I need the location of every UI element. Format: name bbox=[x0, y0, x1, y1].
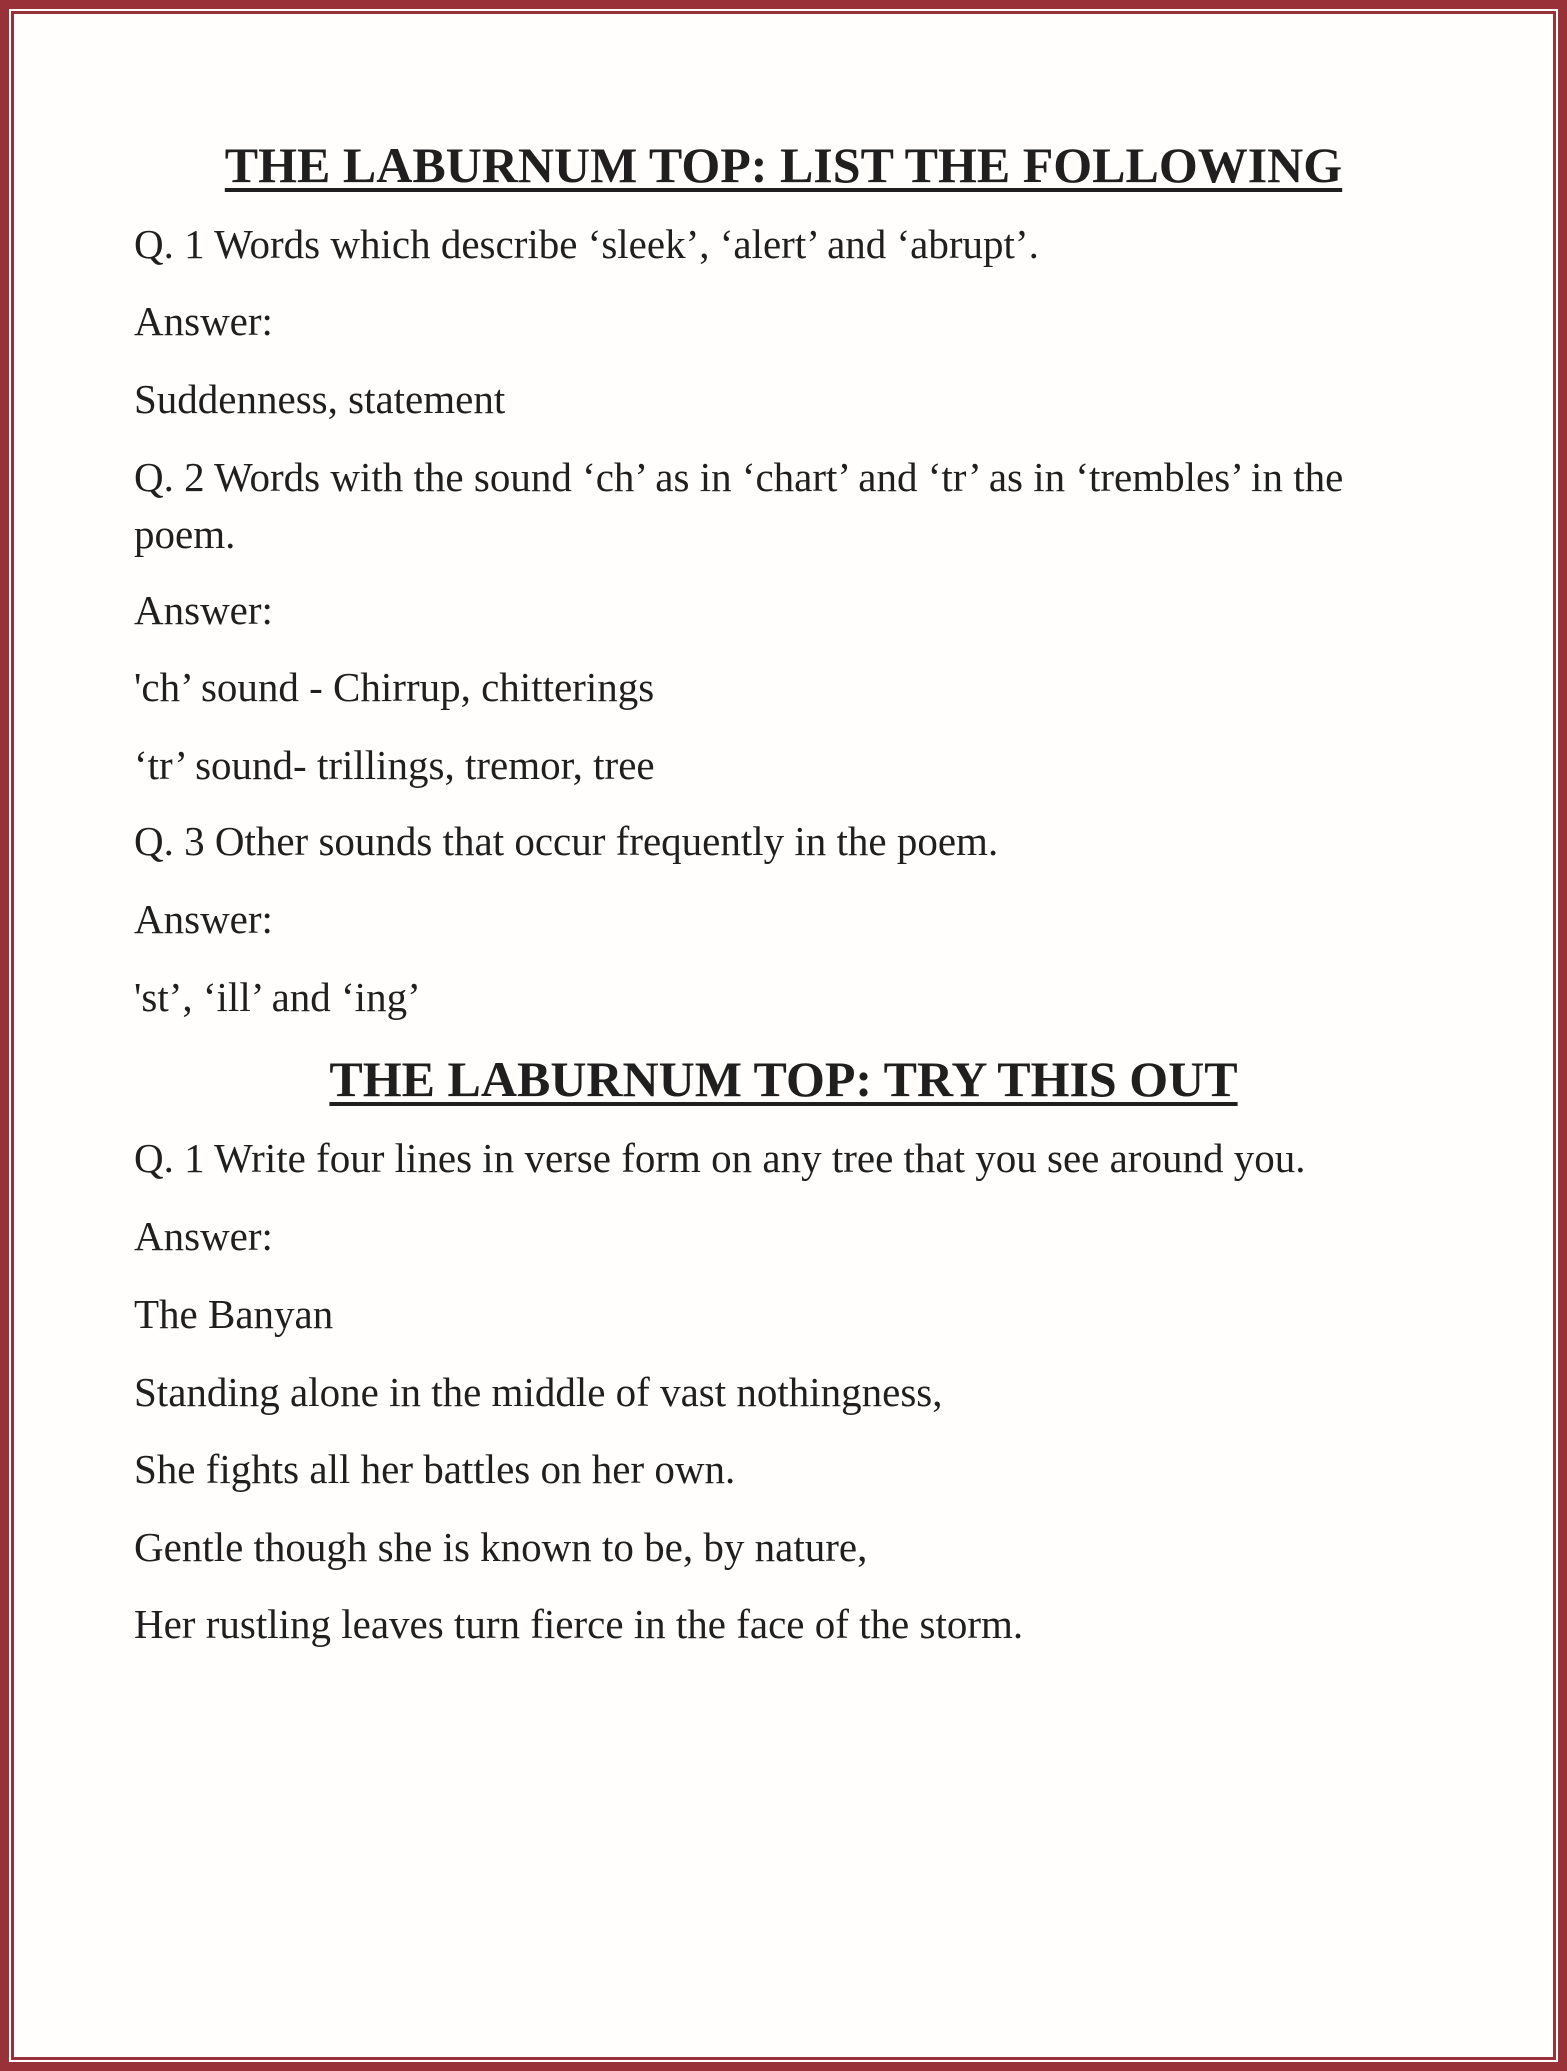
answer-label: Answer: bbox=[134, 1213, 273, 1259]
question-2: Q. 2 Words with the sound ‘ch’ as in ‘chart’ and ‘tr’ as in ‘trembles’ in the poem. bbox=[134, 454, 1344, 557]
answer-label: Answer: bbox=[134, 587, 273, 633]
section-title-list bbox=[0, 135, 1567, 195]
heading-text: THE LABURNUM TOP: TRY THIS OUT bbox=[329, 1051, 1238, 1107]
answer-text: ‘tr’ sound- trillings, tremor, tree bbox=[134, 742, 655, 788]
heading-text: THE LABURNUM TOP: LIST THE FOLLOWING bbox=[224, 137, 1343, 193]
answer-label: Answer: bbox=[134, 298, 273, 344]
question-1: Q. 1 Words which describe ‘sleek’, ‘alert’ and ‘abrupt’. bbox=[134, 221, 1039, 267]
answer-text: 'ch’ sound - Chirrup, chitterings bbox=[134, 664, 655, 710]
answer-text: Suddenness, statement bbox=[134, 376, 506, 422]
question-3: Q. 3 Other sounds that occur frequently in the poem. bbox=[134, 818, 999, 864]
question-1: Q. 1 Write four lines in verse form on any tree that you see around you. bbox=[134, 1135, 1306, 1181]
poem-line: Gentle though she is known to be, by nature, bbox=[134, 1524, 868, 1570]
answer-label: Answer: bbox=[134, 896, 273, 942]
poem-title: The Banyan bbox=[134, 1291, 334, 1337]
poem-line: Her rustling leaves turn fierce in the face of the storm. bbox=[134, 1601, 1024, 1647]
section-title-try bbox=[0, 1049, 1567, 1109]
poem-line: She fights all her battles on her own. bbox=[134, 1446, 736, 1492]
answer-text: 'st’, ‘ill’ and ‘ing’ bbox=[134, 974, 421, 1020]
poem-line: Standing alone in the middle of vast nothingness, bbox=[134, 1369, 943, 1415]
